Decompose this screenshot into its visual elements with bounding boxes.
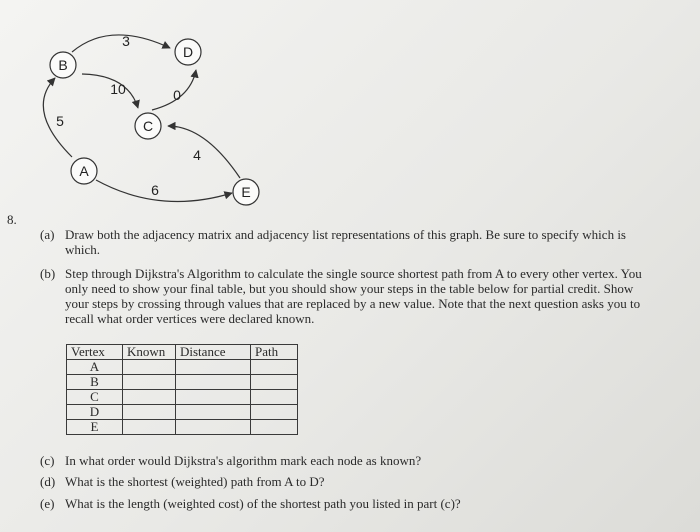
known-cell[interactable] — [123, 360, 176, 375]
part-c-text: In what order would Dijkstra's algorithm mark each node as known? — [65, 453, 422, 468]
distance-cell[interactable] — [176, 375, 251, 390]
path-cell[interactable] — [251, 360, 298, 375]
part-e-text: What is the length (weighted cost) of the shortest path you listed in part (c)? — [65, 496, 461, 511]
distance-cell[interactable] — [176, 420, 251, 435]
path-cell[interactable] — [251, 375, 298, 390]
distance-cell[interactable] — [176, 360, 251, 375]
weight-a-b: 5 — [56, 113, 64, 129]
question-number: 8. — [7, 212, 17, 227]
edge-b-d — [72, 35, 170, 52]
vertex-cell: E — [67, 420, 123, 435]
svg-text:B: B — [58, 57, 68, 73]
node-b — [50, 52, 76, 78]
graph-diagram — [0, 0, 700, 220]
part-b-text: Step through Dijkstra's Algorithm to calculate the single source shortest path from A to every other vertex. You only need to show your final table, but you should show your steps in the table below for partial credit. Show your steps by crossing through values that are replaced by a new value. Note that the next question asks you to recall what order vertices were declared known. — [65, 266, 642, 326]
part-d — [40, 474, 660, 489]
table-row — [67, 420, 298, 435]
distance-cell[interactable] — [176, 405, 251, 420]
table-row — [67, 390, 298, 405]
header-path: Path — [251, 345, 298, 360]
header-distance: Distance — [176, 345, 251, 360]
dijkstra-table — [66, 344, 298, 435]
distance-cell[interactable] — [176, 390, 251, 405]
svg-text:C: C — [142, 118, 154, 134]
part-e — [40, 496, 660, 511]
vertex-cell: B — [67, 375, 123, 390]
table-row — [67, 360, 298, 375]
path-cell[interactable] — [251, 405, 298, 420]
part-a — [40, 227, 660, 257]
path-cell[interactable] — [251, 390, 298, 405]
header-vertex: Vertex — [67, 345, 123, 360]
edge-e-c — [168, 126, 240, 178]
known-cell[interactable] — [123, 420, 176, 435]
part-e-tag: (e) — [40, 496, 55, 511]
svg-text:E: E — [241, 184, 251, 200]
part-c — [40, 453, 660, 468]
weight-b-d: 3 — [122, 33, 130, 49]
part-d-text: What is the shortest (weighted) path from A to D? — [65, 474, 325, 489]
weight-a-e: 6 — [151, 182, 159, 198]
known-cell[interactable] — [123, 375, 176, 390]
node-d — [175, 39, 201, 65]
edge-a-e — [96, 180, 232, 201]
node-c — [135, 113, 161, 139]
node-e — [233, 179, 259, 205]
node-a — [71, 158, 97, 184]
part-a-tag: (a) — [40, 227, 55, 242]
path-cell[interactable] — [251, 420, 298, 435]
part-a-text: Draw both the adjacency matrix and adjacency list representations of this graph. Be sure to specify which is which. — [65, 227, 626, 257]
svg-text:D: D — [182, 44, 194, 60]
part-c-tag: (c) — [40, 453, 55, 468]
vertex-cell: D — [67, 405, 123, 420]
part-b-tag: (b) — [40, 266, 56, 281]
svg-text:A: A — [79, 163, 89, 179]
part-b — [40, 266, 660, 326]
weight-b-c: 10 — [110, 81, 126, 97]
known-cell[interactable] — [123, 405, 176, 420]
vertex-cell: A — [67, 360, 123, 375]
weight-e-c: 4 — [193, 147, 201, 163]
part-d-tag: (d) — [40, 474, 56, 489]
weight-c-d: 0 — [173, 87, 181, 103]
vertex-cell: C — [67, 390, 123, 405]
header-known: Known — [123, 345, 176, 360]
table-header-row — [67, 345, 298, 360]
known-cell[interactable] — [123, 390, 176, 405]
table-row — [67, 375, 298, 390]
table-row — [67, 405, 298, 420]
